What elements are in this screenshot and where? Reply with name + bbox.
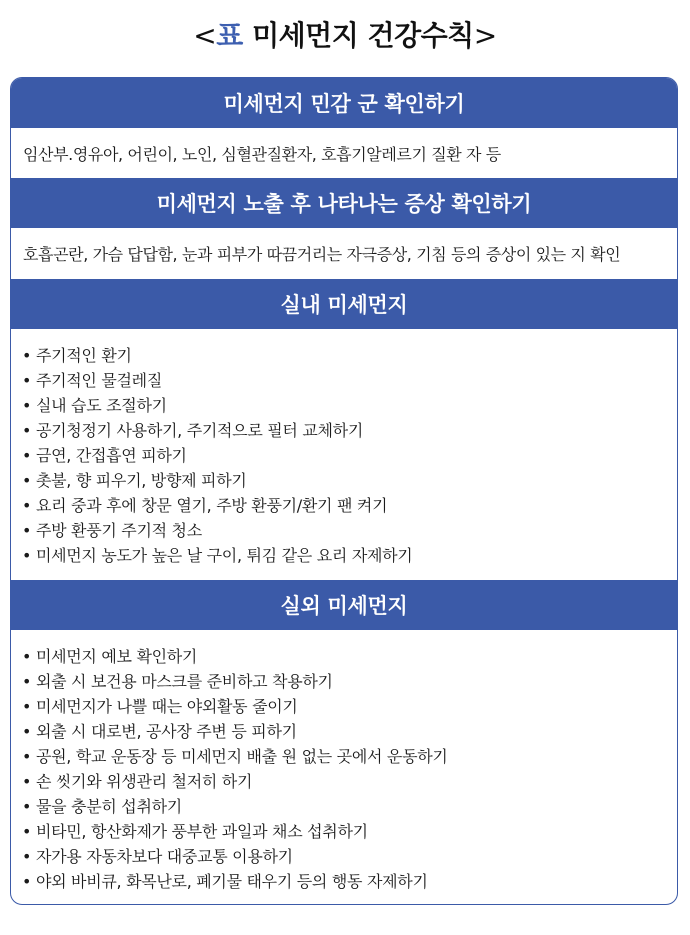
section-body-indoor <box>11 329 677 580</box>
list-item: • 공기청정기 사용하기, 주기적으로 필터 교체하기 <box>22 418 677 443</box>
title-text: 미세먼지 건강수칙 <box>252 19 474 52</box>
section-heading-sensitive-group: 미세먼지 민감 군 확인하기 <box>11 78 677 128</box>
title-prefix: 표 <box>216 19 243 52</box>
list-item: • 주방 환풍기 주기적 청소 <box>22 518 677 543</box>
health-rules-table <box>10 77 678 905</box>
section-body-sensitive-group: 임산부.영유아, 어린이, 노인, 심혈관질환자, 호흡기알레르기 질환 자 등 <box>23 144 501 164</box>
list-item: • 실내 습도 조절하기 <box>22 393 677 418</box>
list-item: • 촛불, 향 피우기, 방향제 피하기 <box>22 468 677 493</box>
list-item: • 미세먼지 농도가 높은 날 구이, 튀김 같은 요리 자제하기 <box>22 543 677 568</box>
list-item: • 미세먼지가 나쁠 때는 야외활동 줄이기 <box>22 694 677 719</box>
section-heading-symptoms: 미세먼지 노출 후 나타나는 증상 확인하기 <box>11 178 677 228</box>
section-body-outdoor <box>11 630 677 904</box>
list-item: • 비타민, 항산화제가 풍부한 과일과 채소 섭취하기 <box>22 819 677 844</box>
list-item: • 주기적인 환기 <box>22 343 677 368</box>
section-heading-indoor: 실내 미세먼지 <box>11 279 677 329</box>
list-item: • 금연, 간접흡연 피하기 <box>22 443 677 468</box>
list-item: • 물을 충분히 섭취하기 <box>22 794 677 819</box>
section-heading-outdoor: 실외 미세먼지 <box>11 580 677 630</box>
list-item: • 손 씻기와 위생관리 철저히 하기 <box>22 769 677 794</box>
list-item: • 요리 중과 후에 창문 열기, 주방 환풍기/환기 팬 켜기 <box>22 493 677 518</box>
list-item: • 공원, 학교 운동장 등 미세먼지 배출 원 없는 곳에서 운동하기 <box>22 744 677 769</box>
list-item: • 미세먼지 예보 확인하기 <box>22 644 677 669</box>
list-item: • 주기적인 물걸레질 <box>22 368 677 393</box>
list-item: • 자가용 자동차보다 대중교통 이용하기 <box>22 844 677 869</box>
indoor-list <box>11 329 677 568</box>
section-body-symptoms: 호흡곤란, 가슴 답답함, 눈과 피부가 따끔거리는 자극증상, 기침 등의 증상이 있는 지 확인 <box>23 245 621 264</box>
list-item: • 야외 바비큐, 화목난로, 폐기물 태우기 등의 행동 자제하기 <box>22 869 677 894</box>
outdoor-list <box>11 630 677 894</box>
list-item: • 외출 시 대로변, 공사장 주변 등 피하기 <box>22 719 677 744</box>
title-open-bracket: < <box>193 19 217 52</box>
list-item: • 외출 시 보건용 마스크를 준비하고 착용하기 <box>22 669 677 694</box>
page-title <box>0 14 690 54</box>
title-close-bracket: > <box>473 19 497 52</box>
